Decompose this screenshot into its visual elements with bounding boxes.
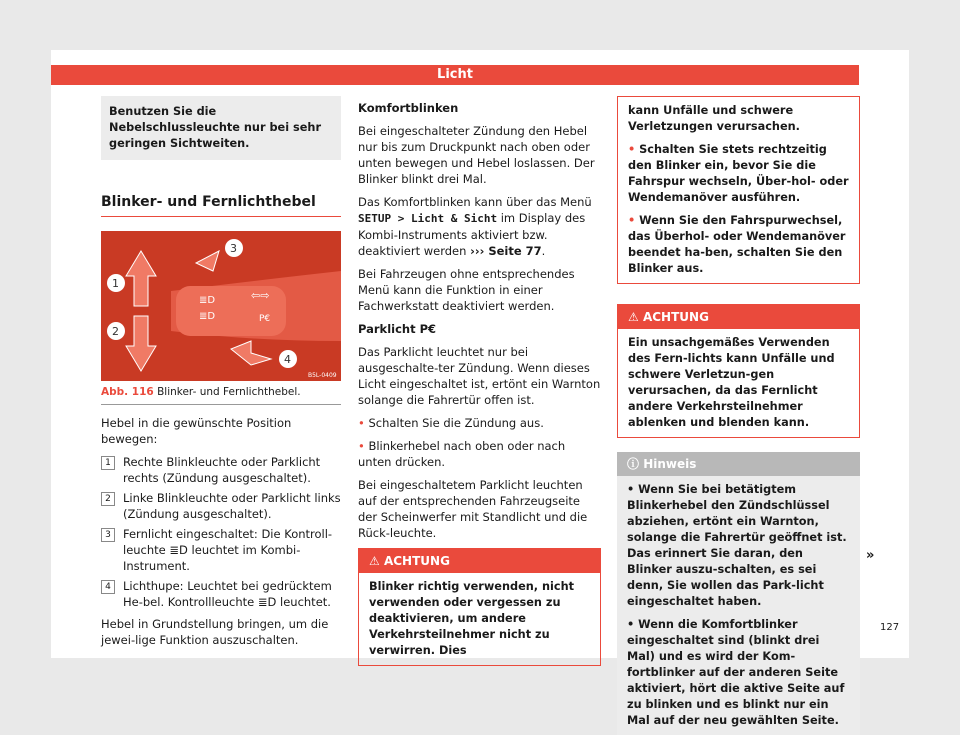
section-title: Blinker- und Fernlichthebel [101,194,341,217]
column-left [101,96,341,655]
chapter-header: Licht [51,65,859,85]
step-text: Fernlicht eingeschaltet: Die Kontroll-leuchte ≣D leuchtet im Kombi-Instrument. [123,527,333,573]
bullet-item: • Wenn die Komfortblinker eingeschaltet sind (blinkt drei Mal) und es wird der Kom-fortblinker auf der anderen Seite aktiviert, hört die aktive Seite auf zu blinken und es blinkt nur ein Mal auf der neu gewählten Seite. [627,618,845,727]
figure-lever [101,231,341,381]
warning-continued [617,96,860,284]
step-item [101,454,341,486]
paragraph-menu [358,194,601,259]
svg-text:3: 3 [230,242,237,255]
bullet-item: • Schalten Sie stets rechtzeitig den Blinker ein, bevor Sie die Fahrspur wechseln, Über-hol- oder Wendemanöver ausführen. [628,143,849,204]
warning-triangle-icon: ⚠ [369,554,380,568]
intro-box: Benutzen Sie die Nebelschlussleuchte nur bei sehr geringen Sichtweiten. [101,96,341,160]
step-text: Linke Blinkleuchte oder Parklicht links (Zündung ausgeschaltet). [123,491,341,521]
warning-header: ⚠ ACHTUNG [359,549,600,573]
warning-cont-text: kann Unfälle und schwere Verletzungen verursachen. [628,104,800,133]
note-body [617,476,860,735]
step-number: 3 [101,528,115,542]
bullet-icon: • [358,439,365,453]
menu-path: SETUP > Licht & Sicht [358,212,498,225]
bullet-item: • Wenn Sie den Fahrspurwechsel, das Überhol- oder Wendemanöver beendet ha-ben, schalten Sie den Blinker aus. [628,214,846,275]
bullet-icon: • [627,618,635,631]
step-item [101,578,341,610]
step-text: Lichthupe: Leuchtet bei gedrücktem He-bel. Kontrollleuchte ≣D leuchtet. [123,579,332,609]
figure-caption [101,384,341,405]
figure-code: B5L-0409 [308,372,337,379]
column-right [617,96,860,735]
paragraph: Das Parklicht leuchtet nur bei ausgeschalte-ter Zündung. Wenn dieses Licht eingeschaltet ist, ertönt ein Warnton solange die Fahrertür offen ist. [358,345,601,407]
paragraph-text: im Display des Kombi-Instruments aktiviert bzw. deaktiviert werden [358,211,586,258]
bullet-item: • Schalten Sie die Zündung aus. [358,416,544,430]
svg-text:4: 4 [284,353,291,366]
warning-triangle-icon: ⚠ [628,310,639,324]
step-item [101,526,341,574]
heading-komfortblinken: Komfortblinken [358,101,459,115]
lever-head [176,286,286,336]
paragraph: Bei eingeschalteter Zündung den Hebel nur bis zum Druckpunkt nach oben oder unten bewegen und Hebel loslassen. Der Blinker blinkt drei Mal. [358,124,595,186]
bullet-item: • Blinkerhebel nach oben oder nach unten drücken. [358,439,566,469]
figure-caption-text: Blinker- und Fernlichthebel. [157,386,301,398]
steps-outro: Hebel in Grundstellung bringen, um die jewei-lige Funktion auszuschalten. [101,617,329,647]
turn-signal-icon: ⇦⇨ [251,289,270,302]
page-reference-link[interactable]: ››› Seite 77 [470,244,542,258]
lowbeam-icon: ≣D [199,311,216,322]
note-box [617,452,860,735]
highbeam-icon: ≣D [199,295,216,306]
note-header: ⓘ Hinweis [617,452,860,476]
warning-body: Blinker richtig verwenden, nicht verwenden oder vergessen zu deaktivieren, um andere Verkehrsteilnehmer nicht zu verwirren. Dies [369,580,575,657]
step-number: 1 [101,456,115,470]
svg-text:1: 1 [112,277,119,290]
column-middle [358,96,601,666]
svg-text:2: 2 [112,325,119,338]
step-number: 4 [101,580,115,594]
paragraph-text: Das Komfortblinken kann über das Menü [358,195,592,209]
info-icon: ⓘ [627,457,640,471]
step-text: Rechte Blinkleuchte oder Parklicht rechts (Zündung ausgeschaltet). [123,455,321,485]
bullet-icon: • [627,483,635,496]
warning-header: ⚠ ACHTUNG [618,305,859,329]
step-item [101,490,341,522]
bullet-icon: • [628,143,636,156]
warning-box [617,304,860,438]
step-number: 2 [101,492,115,506]
paragraph-text: . [541,244,546,258]
parking-light-icon: P€ [259,314,271,324]
heading-parklicht: Parklicht P€ [358,322,437,336]
figure-label: Abb. 116 [101,386,154,398]
warning-box [358,548,601,666]
steps-lead: Hebel in die gewünschte Position bewegen: [101,416,292,446]
bullet-icon: • [628,214,636,227]
paragraph: Bei Fahrzeugen ohne entsprechendes Menü kann die Funktion in einer Fachwerkstatt deaktiviert werden. [358,267,575,313]
page-number: 127 [880,622,900,633]
warning-body: Ein unsachgemäßes Verwenden des Fern-lichts kann Unfälle und schwere Verletzun-gen verursachen, da das Fernlicht andere Verkehrsteilnehmer ablenken und blenden kann. [628,336,835,429]
lever-illustration [101,231,341,381]
bullet-item: • Wenn Sie bei betätigtem Blinkerhebel den Zündschlüssel abziehen, ertönt ein Warnton, solange die Fahrertür geöffnet ist. Das erinnert Sie daran, den Blinker auszu-schalten, es sei denn, Sie wollen das Park-licht eingeschaltet haben. [627,483,847,608]
continue-arrow-icon: » [866,548,875,563]
bullet-icon: • [358,416,365,430]
paragraph: Bei eingeschaltetem Parklicht leuchten auf der entsprechenden Fahrzeugseite der Scheinwerfer mit Standlicht und die Rück-leuchte. [358,478,588,540]
